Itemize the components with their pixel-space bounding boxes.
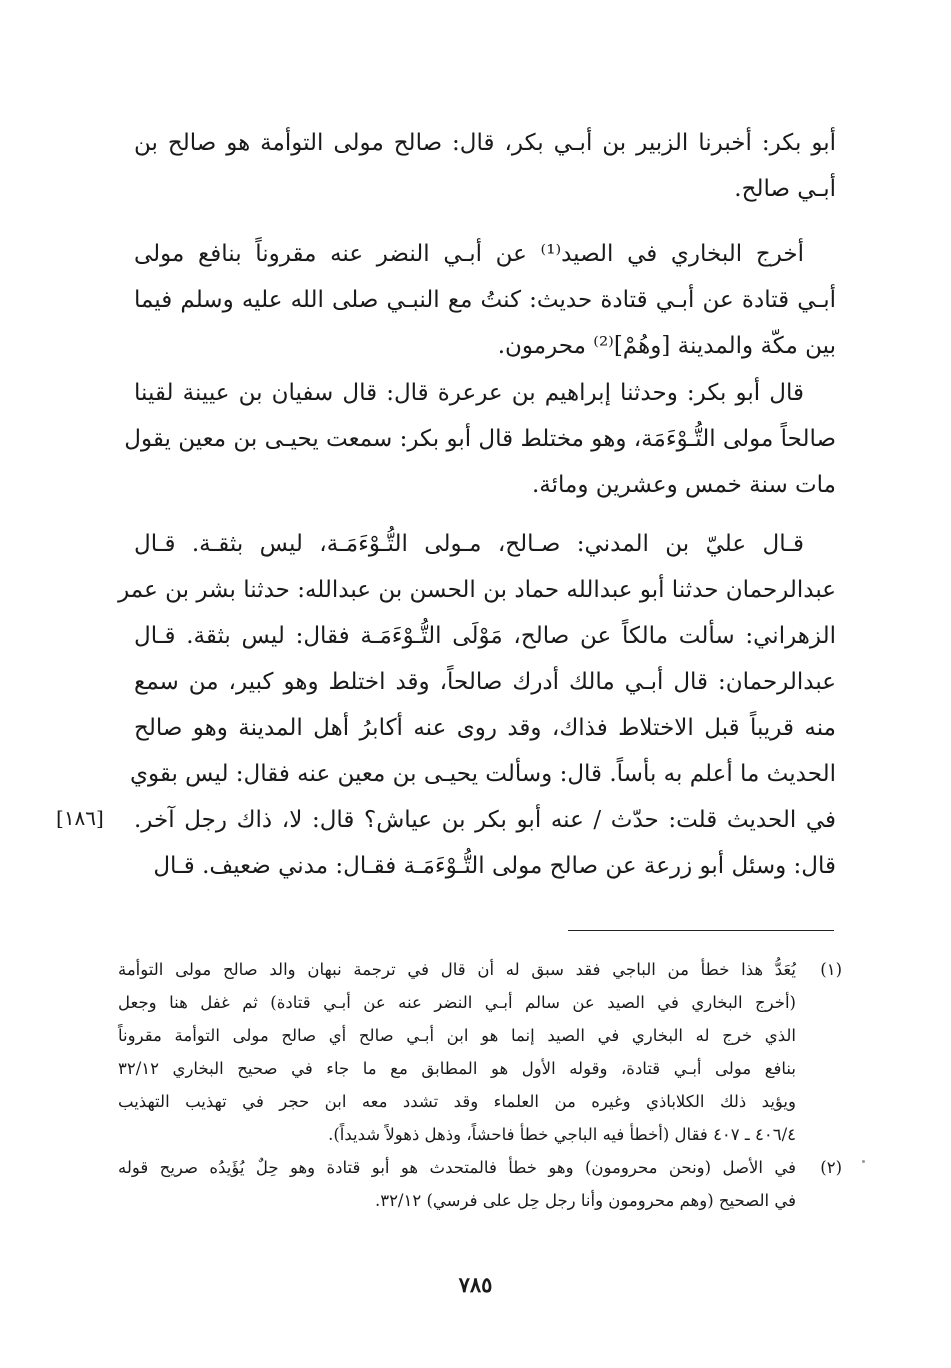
footnote-line: يُعَدُّ هذا خطأ من الباجي فقد سبق له أن قال في ترجمة نبهان والد صالح مولى التوأمة (118, 960, 796, 979)
footnote-line: (أخرج البخاري في الصيد عن سالم أبـي النضر عنه عن أبـي قتادة) ثم غفل هنا وجعل (118, 993, 796, 1012)
text-line: قال: وسئل أبو زرعة عن صالح مولى التُّـوْءَمَـة فقـال: مدني ضعيف. قـال (153, 853, 836, 879)
footnotes-section (118, 953, 842, 1217)
page-number: ٧٨٥ (458, 1272, 493, 1297)
footnote-line: ويؤيد ذلك الكلاباذي وغيره من العلماء وقد تشدد معه ابن حجر في تهذيب التهذيب (118, 1092, 796, 1111)
footnote-text (118, 953, 796, 1151)
text-line: مات سنة خمس وعشرين ومائة. (531, 472, 836, 498)
text-line: عبدالرحمان حدثنا أبو عبدالله حماد بن الحسن بن عبدالله: حدثنا بشر بن عمر (118, 577, 836, 603)
paragraph-4 (118, 521, 836, 889)
text-line: الزهراني: سألت مالكاً عن صالح، مَوْلَى التُّـوْءَمَـة فقال: ليس بثقة. قـال (134, 623, 836, 649)
footnote-line: ٤٠٦/٤ ـ ٤٠٧ فقال (أخطأ فيه الباجي خطأ فاحشاً، وذهل ذهولاً شديداً). (328, 1125, 796, 1144)
footnote-line: الذي خرج له البخاري في الصيد إنما هو ابن أبـي صالح أي صالح مولى التوأمة مقروناً (118, 1026, 796, 1045)
paragraph-1 (134, 120, 836, 212)
text-line: منه قريباً قبل الاختلاط فذاك، وقد روى عنه أكابرُ أهل المدينة وهو صالح (134, 715, 836, 741)
text-line: أخرج البخاري في الصيد⁽¹⁾ عن أبـي النضر عنه مقروناً بنافع مولى (134, 241, 804, 267)
paragraph-2 (134, 231, 836, 369)
scan-speck (862, 1160, 865, 1163)
text-line: قال أبو بكر: وحدثنا إبراهيم بن عرعرة قال: قال سفيان بن عيينة لقينا (134, 380, 804, 406)
text-line: أبـي قتادة عن أبـي قتادة حديث: كنتُ مع النبـي صلى الله عليه وسلم فيما (134, 287, 836, 313)
footnote-2 (118, 1151, 842, 1217)
margin-page-marker: [١٨٦] (56, 806, 104, 830)
text-line: صالحاً مولى التُّـوْءَمَة، وهو مختلط قال أبو بكر: سمعت يحيـى بن معين يقول (124, 426, 836, 452)
text-line: قـال عليّ بن المدني: صـالح، مـولى التُّـوْءَمَـة، ليس بثقـة. قـال (134, 531, 804, 557)
text-line: عبدالرحمان: قال أبـي مالك أدرك صالحاً، وقد اختلط وهو كبير، من سمع (134, 669, 836, 695)
text-line: في الحديث قلت: حدّث / عنه أبو بكر بن عياش؟ قال: لا، ذاك رجل آخر. (134, 807, 836, 833)
footnote-line: في الصحيح (وهم محرومون وأنا رجل حِل على فرسي) ٣٢/١٢. (374, 1191, 796, 1210)
footnote-number: (٢) (820, 1158, 842, 1177)
footnote-text (118, 1151, 796, 1217)
footnote-line: في الأصل (ونحن محرومون) وهو خطأ فالمتحدث هو أبو قتادة وهو حِلٌ يُؤَيدُه صريح قوله (118, 1158, 796, 1177)
paragraph-3 (124, 370, 836, 508)
text-line: أبـي صالح. (734, 176, 836, 202)
text-line: بين مكّة والمدينة [وهُمْ]⁽²⁾ محرمون. (497, 333, 836, 359)
footnote-1 (118, 953, 842, 1151)
text-line: الحديث ما أعلم به بأساً. قال: وسألت يحيـى بن معين عنه فقال: ليس بقوي (129, 761, 836, 787)
footnote-separator (568, 930, 834, 931)
footnote-line: بنافع مولى أبـي قتادة، وقوله الأول هو المطابق مع ما جاء في صحيح البخاري ٣٢/١٢ (118, 1059, 796, 1078)
text-line: أبو بكر: أخبرنا الزبير بن أبـي بكر، قال: صالح مولى التوأمة هو صالح بن (134, 130, 836, 156)
footnote-number: (١) (820, 960, 842, 979)
